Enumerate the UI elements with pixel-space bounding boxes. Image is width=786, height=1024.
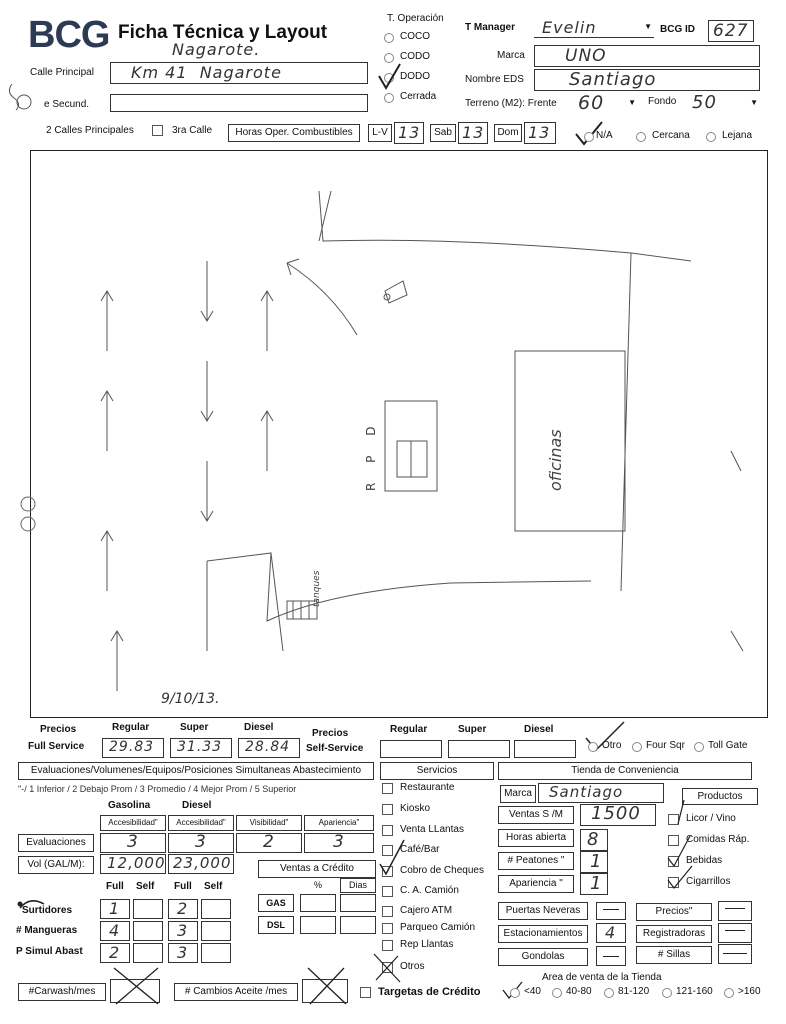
dash-mark	[603, 956, 619, 957]
t-operacion-label: T. Operación	[387, 13, 444, 24]
subheader-visibilidad: Visibilidad"	[236, 815, 302, 831]
nombre-eds-value: Santiago	[569, 69, 657, 90]
servicio-cajero-atm-label: Cajero ATM	[400, 905, 453, 916]
servicio-parqueo-camion-label: Parqueo Camión	[400, 922, 476, 933]
full-super-value: 31.33	[177, 739, 223, 755]
eval-visibilidad-field[interactable]	[236, 833, 302, 853]
producto-licor-label: Licor / Vino	[686, 813, 736, 824]
radio-lejana[interactable]	[706, 132, 716, 142]
subheader-apariencia: Apariencia"	[304, 815, 374, 831]
marca-value: UNO	[565, 46, 607, 66]
eval-acc-gas-field[interactable]	[100, 833, 166, 853]
puertas-neveras-label: Puertas Neveras	[498, 902, 588, 920]
gasolina-label: Gasolina	[108, 800, 151, 811]
scale-legend: "-/ 1 Inferior / 2 Debajo Prom / 3 Promedio / 4 Mejor Prom / 5 Superior	[18, 784, 297, 794]
credito-gas-dias-field[interactable]	[340, 894, 376, 912]
dash-mark	[603, 909, 619, 910]
self-diesel-field[interactable]	[514, 740, 576, 758]
ventas-label: Ventas S /M	[498, 806, 574, 824]
terreno-frente-select[interactable]	[572, 94, 638, 114]
sketch-date: 9/10/13.	[161, 691, 220, 707]
apariencia-label: Apariencia "	[498, 875, 574, 893]
pump-label: R P D	[364, 418, 378, 491]
subheader-acc-dsl: Accesibilidad"	[168, 815, 234, 831]
radio-area-121-160[interactable]	[662, 988, 672, 998]
calle-principal-field[interactable]	[110, 62, 368, 84]
lv-label: L-V	[368, 124, 392, 142]
dash-mark	[725, 908, 745, 909]
mangueras-self-dsl-field[interactable]	[201, 921, 231, 941]
surtidores-label: Surtidores	[22, 905, 73, 916]
credito-dsl-dias-field[interactable]	[340, 916, 376, 934]
lv-value: 13	[398, 123, 421, 142]
dom-field[interactable]	[524, 122, 556, 144]
calle-principal-note: Nagarote.	[172, 40, 261, 59]
radio-na[interactable]	[584, 132, 594, 142]
store-label: oficinas	[546, 429, 565, 491]
full-col-regular: Regular	[112, 722, 150, 733]
eval-acc-dsl-field[interactable]	[168, 833, 234, 853]
productos-checkmarks-icon	[664, 796, 704, 892]
cambios-cross-icon	[300, 962, 352, 1008]
fondo-label: Fondo	[648, 96, 677, 107]
bcg-id-value: 627	[713, 21, 749, 41]
subheader-acc-gas: Accesibilidad"	[100, 815, 166, 831]
chevron-down-icon: ▼	[644, 22, 652, 31]
tarjetas-credito-label: Targetas de Crédito	[378, 986, 481, 998]
horas-abierta-field[interactable]	[580, 829, 608, 851]
radio-otro-label: Otro	[602, 740, 622, 751]
precios-self-label-2: Self-Service	[306, 743, 364, 754]
servicio-venta-llantas-checkbox[interactable]	[382, 825, 393, 836]
estacionamientos-field[interactable]	[596, 923, 626, 943]
lv-field[interactable]	[394, 122, 424, 144]
tienda-marca-label: Marca	[500, 785, 536, 803]
tarjetas-credito-checkbox[interactable]	[360, 987, 371, 998]
radio-toll-gate-label: Toll Gate	[708, 740, 748, 751]
radio-area-40-80-label: 40-80	[566, 986, 592, 997]
vol-gasolina-field[interactable]	[100, 854, 166, 874]
surtidores-self-gas-field[interactable]	[133, 899, 163, 919]
full-label-dsl: Full	[174, 881, 192, 892]
servicio-kiosko-label: Kiosko	[400, 803, 431, 814]
precios-full-label-2: Full Service	[28, 741, 85, 752]
ventas-credito-label: Ventas a Crédito	[258, 860, 376, 878]
layout-sketch-area	[30, 150, 768, 718]
puertas-neveras-field[interactable]	[596, 902, 626, 920]
marca-field[interactable]	[534, 45, 760, 67]
servicio-restaurante-label: Restaurante	[400, 782, 455, 793]
full-super-field[interactable]	[170, 738, 232, 758]
radio-cercana[interactable]	[636, 132, 646, 142]
horas-oper-button[interactable]: Horas Oper. Combustibles	[228, 124, 360, 142]
mangueras-full-dsl-value: 3	[177, 921, 189, 940]
registradoras-field[interactable]	[718, 923, 752, 943]
page-title: Ficha Técnica y Layout	[118, 22, 328, 43]
sillas-label: # Sillas	[636, 946, 712, 964]
surtidores-full-dsl-value: 2	[177, 899, 189, 918]
self-regular-field[interactable]	[380, 740, 442, 758]
dsl-label: DSL	[258, 916, 294, 934]
margin-scribble-icon	[4, 80, 34, 114]
self-col-regular: Regular	[390, 724, 428, 735]
mangueras-full-gas-value: 4	[109, 921, 121, 940]
radio-area-81-120[interactable]	[604, 988, 614, 998]
ventas-value: 1500	[591, 803, 641, 824]
vol-label: Vol (GAL/M):	[18, 856, 94, 874]
dom-label: Dom	[494, 124, 522, 142]
self-col-super: Super	[458, 724, 487, 735]
radio-area-121-160-label: 121-160	[676, 986, 713, 997]
precios-tienda-label: Precios"	[636, 903, 712, 921]
dias-label: Dias	[340, 878, 376, 893]
dos-calles-label: 2 Calles Principales	[46, 125, 134, 136]
radio-area-gt160[interactable]	[724, 988, 734, 998]
vol-gasolina-value: 12,000	[107, 854, 166, 872]
registradoras-label: Registradoras	[636, 925, 712, 943]
radio-codo-label: CODO	[400, 51, 430, 62]
sab-field[interactable]	[458, 122, 488, 144]
estacionamientos-value: 4	[605, 923, 617, 942]
surtidores-self-dsl-field[interactable]	[201, 899, 231, 919]
servicio-venta-llantas-label: Venta LLantas	[400, 824, 464, 835]
t-manager-select[interactable]	[534, 20, 654, 38]
self-label-dsl: Self	[204, 881, 223, 892]
full-regular-field[interactable]	[102, 738, 164, 758]
servicio-cobro-cheques-label: Cobro de Cheques	[400, 865, 484, 876]
tank-label: tanques	[312, 570, 322, 607]
radio-toll-gate[interactable]	[694, 742, 704, 752]
sillas-field[interactable]	[718, 944, 752, 964]
radio-area-81-120-label: 81-120	[618, 986, 650, 997]
layout-sketch	[31, 151, 769, 719]
evaluaciones-label: Evaluaciones	[18, 834, 94, 852]
radio-coco[interactable]	[384, 33, 394, 43]
logo: BCG	[28, 14, 110, 56]
simul-full-dsl-field[interactable]	[168, 943, 198, 963]
servicio-otros-label: Otros	[400, 961, 425, 972]
t-manager-value: Evelin	[542, 18, 597, 37]
simul-self-gas-field[interactable]	[133, 943, 163, 963]
horas-abierta-value: 8	[587, 829, 600, 850]
full-col-super: Super	[180, 722, 209, 733]
tienda-header: Tienda de Conveniencia	[498, 762, 752, 780]
dodo-checkmark-icon	[376, 62, 402, 92]
full-col-diesel: Diesel	[244, 722, 274, 733]
radio-area-lt40-label: <40	[524, 986, 541, 997]
full-regular-value: 29.83	[109, 739, 155, 755]
tercera-calle-label: 3ra Calle	[172, 125, 213, 136]
radio-area-40-80[interactable]	[552, 988, 562, 998]
calle-principal-value: Km 41 Nagarote	[131, 63, 282, 82]
bcg-id-label: BCG ID	[660, 24, 695, 35]
simul-self-dsl-field[interactable]	[201, 943, 231, 963]
eval-apariencia-field[interactable]	[304, 833, 374, 853]
vol-diesel-field[interactable]	[168, 854, 234, 874]
otros-cross-icon	[370, 950, 406, 986]
surtidores-full-gas-value: 1	[109, 899, 121, 918]
gondolas-field[interactable]	[596, 946, 626, 966]
eval-acc-dsl-value: 3	[195, 832, 207, 852]
producto-bebidas-label: Bebidas	[686, 855, 723, 866]
radio-otro[interactable]	[588, 742, 598, 752]
nombre-eds-label: Nombre EDS	[465, 74, 524, 85]
full-diesel-value: 28.84	[245, 739, 291, 755]
simul-full-dsl-value: 3	[177, 943, 189, 962]
pct-label: %	[314, 880, 323, 890]
apariencia-value: 1	[590, 873, 603, 894]
evaluaciones-header: Evaluaciones/Volumenes/Equipos/Posiciones Simultaneas Abastecimiento	[18, 762, 374, 780]
surtidores-full-dsl-field[interactable]	[168, 899, 198, 919]
servicio-ca-camion-checkbox[interactable]	[382, 886, 393, 897]
carwash-label: #Carwash/mes	[18, 983, 106, 1001]
tercera-calle-checkbox[interactable]	[152, 125, 163, 136]
precios-tienda-field[interactable]	[718, 901, 752, 921]
full-label-gas: Full	[106, 881, 124, 892]
servicio-cajero-atm-checkbox[interactable]	[382, 906, 393, 917]
apariencia-field[interactable]	[580, 873, 608, 895]
simul-full-gas-value: 2	[109, 943, 121, 962]
self-super-field[interactable]	[448, 740, 510, 758]
ventas-field[interactable]	[580, 804, 656, 826]
radio-lejana-label: Lejana	[722, 130, 753, 141]
cambios-aceite-label: # Cambios Aceite /mes	[174, 983, 298, 1001]
calle-principal-label: Calle Principal	[30, 67, 94, 78]
servicio-parqueo-camion-checkbox[interactable]	[382, 923, 393, 934]
terreno-label: Terreno (M2): Frente	[465, 98, 557, 109]
tienda-marca-value: Santiago	[549, 783, 624, 801]
servicios-header: Servicios	[380, 762, 494, 780]
peatones-field[interactable]	[580, 851, 608, 873]
servicio-ca-camion-label: C. A. Camión	[400, 885, 459, 896]
eval-acc-gas-value: 3	[127, 832, 139, 852]
credito-gas-pct-field[interactable]	[300, 894, 336, 912]
horas-abierta-label: Horas abierta	[498, 829, 574, 847]
diesel-label: Diesel	[182, 800, 212, 811]
hole-punch-icon	[14, 494, 42, 542]
tienda-marca-field[interactable]	[538, 783, 664, 803]
chevron-down-icon: ▼	[628, 98, 636, 107]
mangueras-label: # Mangueras	[16, 925, 78, 936]
servicio-restaurante-checkbox[interactable]	[382, 783, 393, 794]
producto-comidas-label: Comidas Ráp.	[686, 834, 750, 845]
dash-mark	[725, 930, 745, 931]
producto-cigarrillos-label: Cigarrillos	[686, 876, 731, 887]
surtidores-full-gas-field[interactable]	[100, 899, 130, 919]
radio-cercana-label: Cercana	[652, 130, 690, 141]
fondo-value: 50	[692, 92, 717, 113]
calle-secund-label: e Secund.	[44, 99, 90, 110]
self-label-gas: Self	[136, 881, 155, 892]
radio-four-sqr[interactable]	[632, 742, 642, 752]
radio-dodo-label: DODO	[400, 71, 430, 82]
servicio-rep-llantas-label: Rep Llantas	[400, 939, 454, 950]
eval-visibilidad-value: 2	[263, 832, 275, 852]
radio-four-sqr-label: Four Sqr	[646, 740, 685, 751]
t-manager-label: T Manager	[465, 22, 516, 33]
nombre-eds-field[interactable]	[534, 69, 760, 91]
radio-na-label: N/A	[596, 130, 613, 141]
radio-area-lt40[interactable]	[510, 988, 520, 998]
mangueras-self-gas-field[interactable]	[133, 921, 163, 941]
servicio-kiosko-checkbox[interactable]	[382, 804, 393, 815]
sab-value: 13	[462, 123, 485, 142]
credito-dsl-pct-field[interactable]	[300, 916, 336, 934]
productos-label: Productos	[682, 788, 758, 805]
sab-label: Sab	[430, 124, 456, 142]
simul-full-gas-field[interactable]	[100, 943, 130, 963]
precios-full-label-1: Precios	[40, 724, 77, 735]
vol-diesel-value: 23,000	[173, 854, 232, 872]
mangueras-full-dsl-field[interactable]	[168, 921, 198, 941]
peatones-value: 1	[590, 851, 603, 872]
dom-value: 13	[528, 123, 551, 142]
radio-area-gt160-label: >160	[738, 986, 761, 997]
calle-secund-field[interactable]	[110, 94, 368, 112]
full-diesel-field[interactable]	[238, 738, 300, 758]
mangueras-full-gas-field[interactable]	[100, 921, 130, 941]
cobro-cheques-checkmark-icon	[378, 838, 408, 878]
self-col-diesel: Diesel	[524, 724, 554, 735]
marca-label: Marca	[497, 50, 525, 61]
gas-label: GAS	[258, 894, 294, 912]
simul-abast-label: P Simul Abast	[16, 946, 83, 957]
area-venta-label: Area de venta de la Tienda	[542, 972, 662, 983]
eval-apariencia-value: 3	[333, 832, 345, 852]
scribble-circle-icon	[14, 894, 50, 922]
peatones-label: # Peatones "	[498, 852, 574, 870]
radio-cerrada-label: Cerrada	[400, 91, 437, 102]
servicio-cafe-bar-label: Café/Bar	[400, 844, 440, 855]
fondo-select[interactable]	[686, 94, 760, 114]
radio-coco-label: COCO	[400, 31, 430, 42]
precios-self-label-1: Precios	[312, 728, 349, 739]
carwash-cross-icon	[108, 962, 164, 1008]
chevron-down-icon: ▼	[750, 98, 758, 107]
gondolas-label: Gondolas	[498, 948, 588, 966]
radio-cerrada[interactable]	[384, 93, 394, 103]
dash-mark	[723, 953, 747, 954]
bcg-id-field[interactable]	[708, 20, 754, 42]
estacionamientos-label: Estacionamientos	[498, 925, 588, 943]
terreno-frente-value: 60	[578, 92, 605, 114]
